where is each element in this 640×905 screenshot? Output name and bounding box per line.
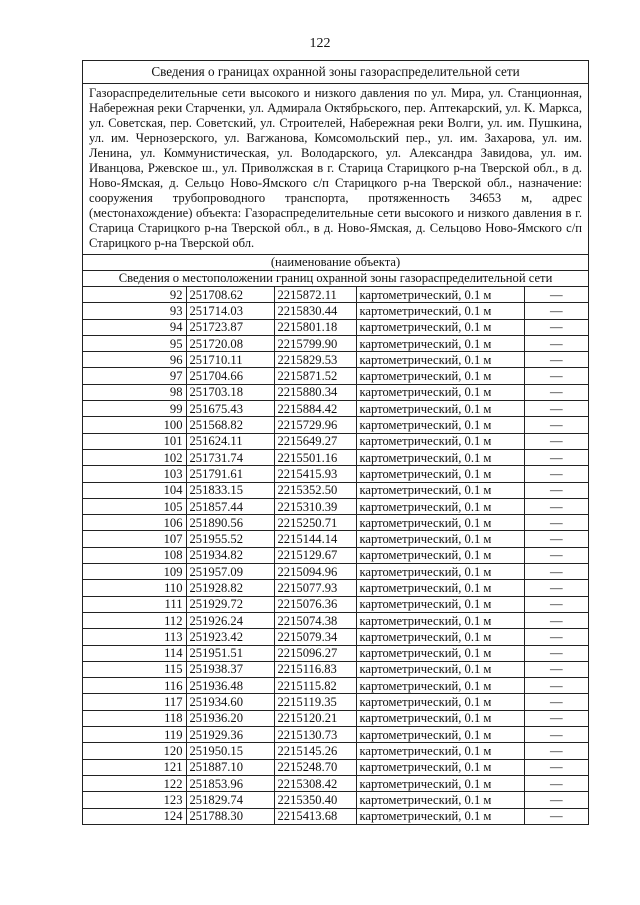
note-cell: — — [524, 368, 588, 384]
y-coordinate-cell: 2215115.82 — [274, 678, 356, 694]
table-row — [83, 287, 588, 303]
note-cell: — — [524, 759, 588, 775]
note-cell: — — [524, 727, 588, 743]
y-coordinate-cell: 2215310.39 — [274, 498, 356, 514]
point-number-cell: 110 — [83, 580, 186, 596]
table-row — [83, 417, 588, 433]
x-coordinate-cell: 251853.96 — [186, 775, 274, 791]
method-accuracy-cell: картометрический, 0.1 м — [356, 401, 524, 417]
table-row — [83, 808, 588, 824]
document-title: Сведения о границах охранной зоны газораспределительной сети — [83, 61, 588, 84]
method-accuracy-cell: картометрический, 0.1 м — [356, 743, 524, 759]
note-cell: — — [549, 809, 563, 824]
note-cell: — — [524, 564, 588, 580]
method-accuracy-cell: картометрический, 0.1 м — [356, 792, 524, 808]
table-row — [83, 303, 588, 319]
x-coordinate-cell: 251951.51 — [186, 645, 274, 661]
note-cell: — — [524, 515, 588, 531]
point-number-cell: 117 — [83, 694, 186, 710]
point-number-cell: 108 — [83, 547, 186, 563]
y-coordinate-cell: 2215116.83 — [274, 661, 356, 677]
x-coordinate-cell: 251929.72 — [186, 596, 274, 612]
x-coordinate-cell: 251934.82 — [186, 547, 274, 563]
point-number-cell: 115 — [83, 661, 186, 677]
x-coordinate-cell: 251704.66 — [186, 368, 274, 384]
point-number-cell: 92 — [83, 287, 186, 303]
method-accuracy-cell: картометрический, 0.1 м — [356, 661, 524, 677]
y-coordinate-cell: 2215129.67 — [274, 547, 356, 563]
x-coordinate-cell: 251928.82 — [186, 580, 274, 596]
table-row — [83, 564, 588, 580]
point-number-cell: 102 — [83, 449, 186, 465]
method-accuracy-cell: картометрический, 0.1 м — [356, 612, 524, 628]
point-number-cell: 112 — [83, 612, 186, 628]
y-coordinate-cell: 2215250.71 — [274, 515, 356, 531]
note-cell: — — [524, 775, 588, 791]
note-cell: — — [524, 645, 588, 661]
coordinates-table — [83, 287, 588, 824]
x-coordinate-cell: 251857.44 — [186, 498, 274, 514]
method-accuracy-cell: картометрический, 0.1 м — [356, 482, 524, 498]
note-cell: — — [524, 498, 588, 514]
table-row — [83, 792, 588, 808]
table-row — [83, 384, 588, 400]
point-number-cell: 96 — [83, 352, 186, 368]
x-coordinate-cell: 251929.36 — [186, 727, 274, 743]
note-cell: — — [524, 547, 588, 563]
y-coordinate-cell: 2215413.68 — [274, 808, 356, 824]
note-cell: — — [524, 580, 588, 596]
x-coordinate-cell: 251936.48 — [186, 678, 274, 694]
table-row — [83, 580, 588, 596]
x-coordinate-cell: 251568.82 — [186, 417, 274, 433]
method-accuracy-cell: картометрический, 0.1 м — [356, 596, 524, 612]
table-row — [83, 515, 588, 531]
x-coordinate-cell: 251923.42 — [186, 629, 274, 645]
x-coordinate-cell: 251720.08 — [186, 335, 274, 351]
table-row — [83, 531, 588, 547]
note-cell: — — [524, 417, 588, 433]
page-number: 122 — [309, 36, 331, 51]
method-accuracy-cell: картометрический, 0.1 м — [356, 287, 524, 303]
x-coordinate-cell: 251675.43 — [186, 401, 274, 417]
note-cell: — — [524, 792, 588, 808]
method-accuracy-cell: картометрический, 0.1 м — [356, 629, 524, 645]
y-coordinate-cell: 2215074.38 — [274, 612, 356, 628]
coordinates-table-body — [83, 287, 588, 824]
y-coordinate-cell: 2215308.42 — [274, 775, 356, 791]
table-row — [83, 612, 588, 628]
y-coordinate-cell: 2215120.21 — [274, 710, 356, 726]
note-cell: — — [524, 743, 588, 759]
table-row — [83, 352, 588, 368]
method-accuracy-cell: картометрический, 0.1 м — [356, 417, 524, 433]
note-cell: — — [524, 466, 588, 482]
point-number-cell: 119 — [83, 727, 186, 743]
y-coordinate-cell: 2215415.93 — [274, 466, 356, 482]
method-accuracy-cell: картометрический, 0.1 м — [356, 498, 524, 514]
method-accuracy-cell: картометрический, 0.1 м — [356, 694, 524, 710]
note-cell: — — [524, 694, 588, 710]
x-coordinate-cell: 251788.30 — [186, 808, 274, 824]
y-coordinate-cell: 2215649.27 — [274, 433, 356, 449]
method-accuracy-cell: картометрический, 0.1 м — [356, 368, 524, 384]
point-number-cell: 121 — [83, 759, 186, 775]
table-row — [83, 498, 588, 514]
y-coordinate-cell: 2215829.53 — [274, 352, 356, 368]
note-cell: — — [524, 629, 588, 645]
table-row — [83, 466, 588, 482]
y-coordinate-cell: 2215079.34 — [274, 629, 356, 645]
y-coordinate-cell: 2215880.34 — [274, 384, 356, 400]
y-coordinate-cell: 2215501.16 — [274, 449, 356, 465]
point-number-cell: 93 — [83, 303, 186, 319]
note-cell: — — [524, 303, 588, 319]
y-coordinate-cell: 2215144.14 — [274, 531, 356, 547]
point-number-cell: 103 — [83, 466, 186, 482]
y-coordinate-cell: 2215729.96 — [274, 417, 356, 433]
y-coordinate-cell: 2215094.96 — [274, 564, 356, 580]
x-coordinate-cell: 251950.15 — [186, 743, 274, 759]
point-number-cell: 118 — [83, 710, 186, 726]
y-coordinate-cell: 2215077.93 — [274, 580, 356, 596]
note-cell: — — [524, 482, 588, 498]
point-number-cell: 99 — [83, 401, 186, 417]
x-coordinate-cell: 251957.09 — [186, 564, 274, 580]
x-coordinate-cell: 251955.52 — [186, 531, 274, 547]
x-coordinate-cell: 251624.11 — [186, 433, 274, 449]
y-coordinate-cell: 2215096.27 — [274, 645, 356, 661]
method-accuracy-cell: картометрический, 0.1 м — [356, 449, 524, 465]
table-row — [83, 710, 588, 726]
method-accuracy-cell: картометрический, 0.1 м — [356, 727, 524, 743]
note-cell: — — [524, 287, 588, 303]
point-number-cell: 124 — [83, 808, 186, 824]
note-cell: — — [524, 449, 588, 465]
method-accuracy-cell: картометрический, 0.1 м — [356, 433, 524, 449]
x-coordinate-cell: 251723.87 — [186, 319, 274, 335]
x-coordinate-cell: 251714.03 — [186, 303, 274, 319]
table-row — [83, 629, 588, 645]
y-coordinate-cell: 2215872.11 — [274, 287, 356, 303]
object-description: Газораспределительные сети высокого и низкого давления по ул. Мира, ул. Станционная, Набережная реки Старченки, ул. Адмирала Октябрьского, пер. Аптекарский, ул. К. Маркса, ул. Советская, пер. Советский, ул. Строителей, Набережная реки Волги, ул. им. Пушкина, ул. им. Чернозерского, ул. Вагжанова, Комсомольский пер., ул. им. Захарова, ул. им. Ленина, ул. Коммунистическая, ул. Володарского, ул. Александра Завидова, ул. им. Иванцова, Ржевское ш., ул. Приволжская в г. Старица Старицкого р-на Тверской обл., в д. Ново-Ямская, д. Сельцо Ново-Ямского с/п Старицкого р-на Тверской обл., назначение: сооружения трубопроводного транспорта, протяженность 34653 м, адрес (местонахождение) объекта: Газораспределительные сети высокого и низкого давления в г. Старица Старицкого р-на Тверской обл., в д. Ново-Ямская, д. Сельцово Ново-Ямского с/п Старицкого р-на Тверской обл. — [83, 84, 588, 255]
table-row — [83, 547, 588, 563]
note-cell: — — [524, 335, 588, 351]
point-number-cell: 122 — [83, 775, 186, 791]
table-row — [83, 319, 588, 335]
method-accuracy-cell: картометрический, 0.1 м — [356, 759, 524, 775]
point-number-cell: 120 — [83, 743, 186, 759]
table-row — [83, 368, 588, 384]
note-cell: — — [524, 661, 588, 677]
y-coordinate-cell: 2215871.52 — [274, 368, 356, 384]
method-accuracy-cell: картометрический, 0.1 м — [356, 547, 524, 563]
point-number-cell: 95 — [83, 335, 186, 351]
y-coordinate-cell: 2215352.50 — [274, 482, 356, 498]
point-number-cell: 116 — [83, 678, 186, 694]
x-coordinate-cell: 251829.74 — [186, 792, 274, 808]
method-accuracy-cell: картометрический, 0.1 м — [356, 775, 524, 791]
table-row — [83, 694, 588, 710]
x-coordinate-cell: 251710.11 — [186, 352, 274, 368]
point-number-cell: 106 — [83, 515, 186, 531]
x-coordinate-cell: 251887.10 — [186, 759, 274, 775]
point-number-cell: 105 — [83, 498, 186, 514]
method-accuracy-cell: картометрический, 0.1 м — [356, 466, 524, 482]
point-number-cell: 101 — [83, 433, 186, 449]
x-coordinate-cell: 251926.24 — [186, 612, 274, 628]
x-coordinate-cell: 251890.56 — [186, 515, 274, 531]
table-row — [83, 401, 588, 417]
table-row — [83, 678, 588, 694]
x-coordinate-cell: 251936.20 — [186, 710, 274, 726]
y-coordinate-cell: 2215145.26 — [274, 743, 356, 759]
point-number-cell: 123 — [83, 792, 186, 808]
point-number-cell: 113 — [83, 629, 186, 645]
y-coordinate-cell: 2215830.44 — [274, 303, 356, 319]
note-cell: — — [524, 319, 588, 335]
method-accuracy-cell: картометрический, 0.1 м — [356, 580, 524, 596]
point-number-cell: 107 — [83, 531, 186, 547]
note-cell: — — [524, 531, 588, 547]
method-accuracy-cell: картометрический, 0.1 м — [356, 531, 524, 547]
table-row — [83, 661, 588, 677]
table-row — [83, 645, 588, 661]
y-coordinate-cell: 2215248.70 — [274, 759, 356, 775]
note-cell: — — [524, 596, 588, 612]
note-cell: — — [524, 384, 588, 400]
method-accuracy-cell: картометрический, 0.1 м — [356, 319, 524, 335]
point-number-cell: 94 — [83, 319, 186, 335]
note-cell: — — [524, 433, 588, 449]
method-accuracy-cell: картометрический, 0.1 м — [356, 645, 524, 661]
method-accuracy-cell: картометрический, 0.1 м — [356, 303, 524, 319]
y-coordinate-cell: 2215799.90 — [274, 335, 356, 351]
table-row — [83, 743, 588, 759]
x-coordinate-cell: 251791.61 — [186, 466, 274, 482]
y-coordinate-cell: 2215350.40 — [274, 792, 356, 808]
method-accuracy-cell: картометрический, 0.1 м — [356, 515, 524, 531]
method-accuracy-cell: картометрический, 0.1 м — [356, 384, 524, 400]
table-row — [83, 727, 588, 743]
point-number-cell: 100 — [83, 417, 186, 433]
table-row — [83, 482, 588, 498]
object-caption: (наименование объекта) — [83, 255, 588, 271]
method-accuracy-cell: картометрический, 0.1 м — [356, 352, 524, 368]
document-frame — [82, 60, 589, 825]
x-coordinate-cell: 251731.74 — [186, 449, 274, 465]
point-number-cell: 114 — [83, 645, 186, 661]
x-coordinate-cell: 251703.18 — [186, 384, 274, 400]
note-cell: — — [524, 401, 588, 417]
table-row — [83, 759, 588, 775]
y-coordinate-cell: 2215801.18 — [274, 319, 356, 335]
table-row — [83, 335, 588, 351]
method-accuracy-cell: картометрический, 0.1 м — [356, 710, 524, 726]
x-coordinate-cell: 251934.60 — [186, 694, 274, 710]
point-number-cell: 111 — [83, 596, 186, 612]
x-coordinate-cell: 251708.62 — [186, 287, 274, 303]
table-row — [83, 775, 588, 791]
method-accuracy-cell: картометрический, 0.1 м — [356, 335, 524, 351]
y-coordinate-cell: 2215130.73 — [274, 727, 356, 743]
point-number-cell: 104 — [83, 482, 186, 498]
y-coordinate-cell: 2215884.42 — [274, 401, 356, 417]
method-accuracy-cell: картометрический, 0.1 м — [356, 678, 524, 694]
method-accuracy-cell: картометрический, 0.1 м — [356, 564, 524, 580]
x-coordinate-cell: 251938.37 — [186, 661, 274, 677]
note-cell: — — [524, 352, 588, 368]
note-cell: — — [524, 710, 588, 726]
note-cell: — — [524, 678, 588, 694]
table-row — [83, 433, 588, 449]
y-coordinate-cell: 2215119.35 — [274, 694, 356, 710]
method-accuracy-cell: картометрический, 0.1 м — [356, 808, 524, 824]
point-number-cell: 109 — [83, 564, 186, 580]
note-cell: — — [524, 612, 588, 628]
point-number-cell: 98 — [83, 384, 186, 400]
table-row — [83, 596, 588, 612]
y-coordinate-cell: 2215076.36 — [274, 596, 356, 612]
point-number-cell: 97 — [83, 368, 186, 384]
x-coordinate-cell: 251833.15 — [186, 482, 274, 498]
table-row — [83, 449, 588, 465]
section-title: Сведения о местоположении границ охранной зоны газораспределительной сети — [83, 271, 588, 287]
